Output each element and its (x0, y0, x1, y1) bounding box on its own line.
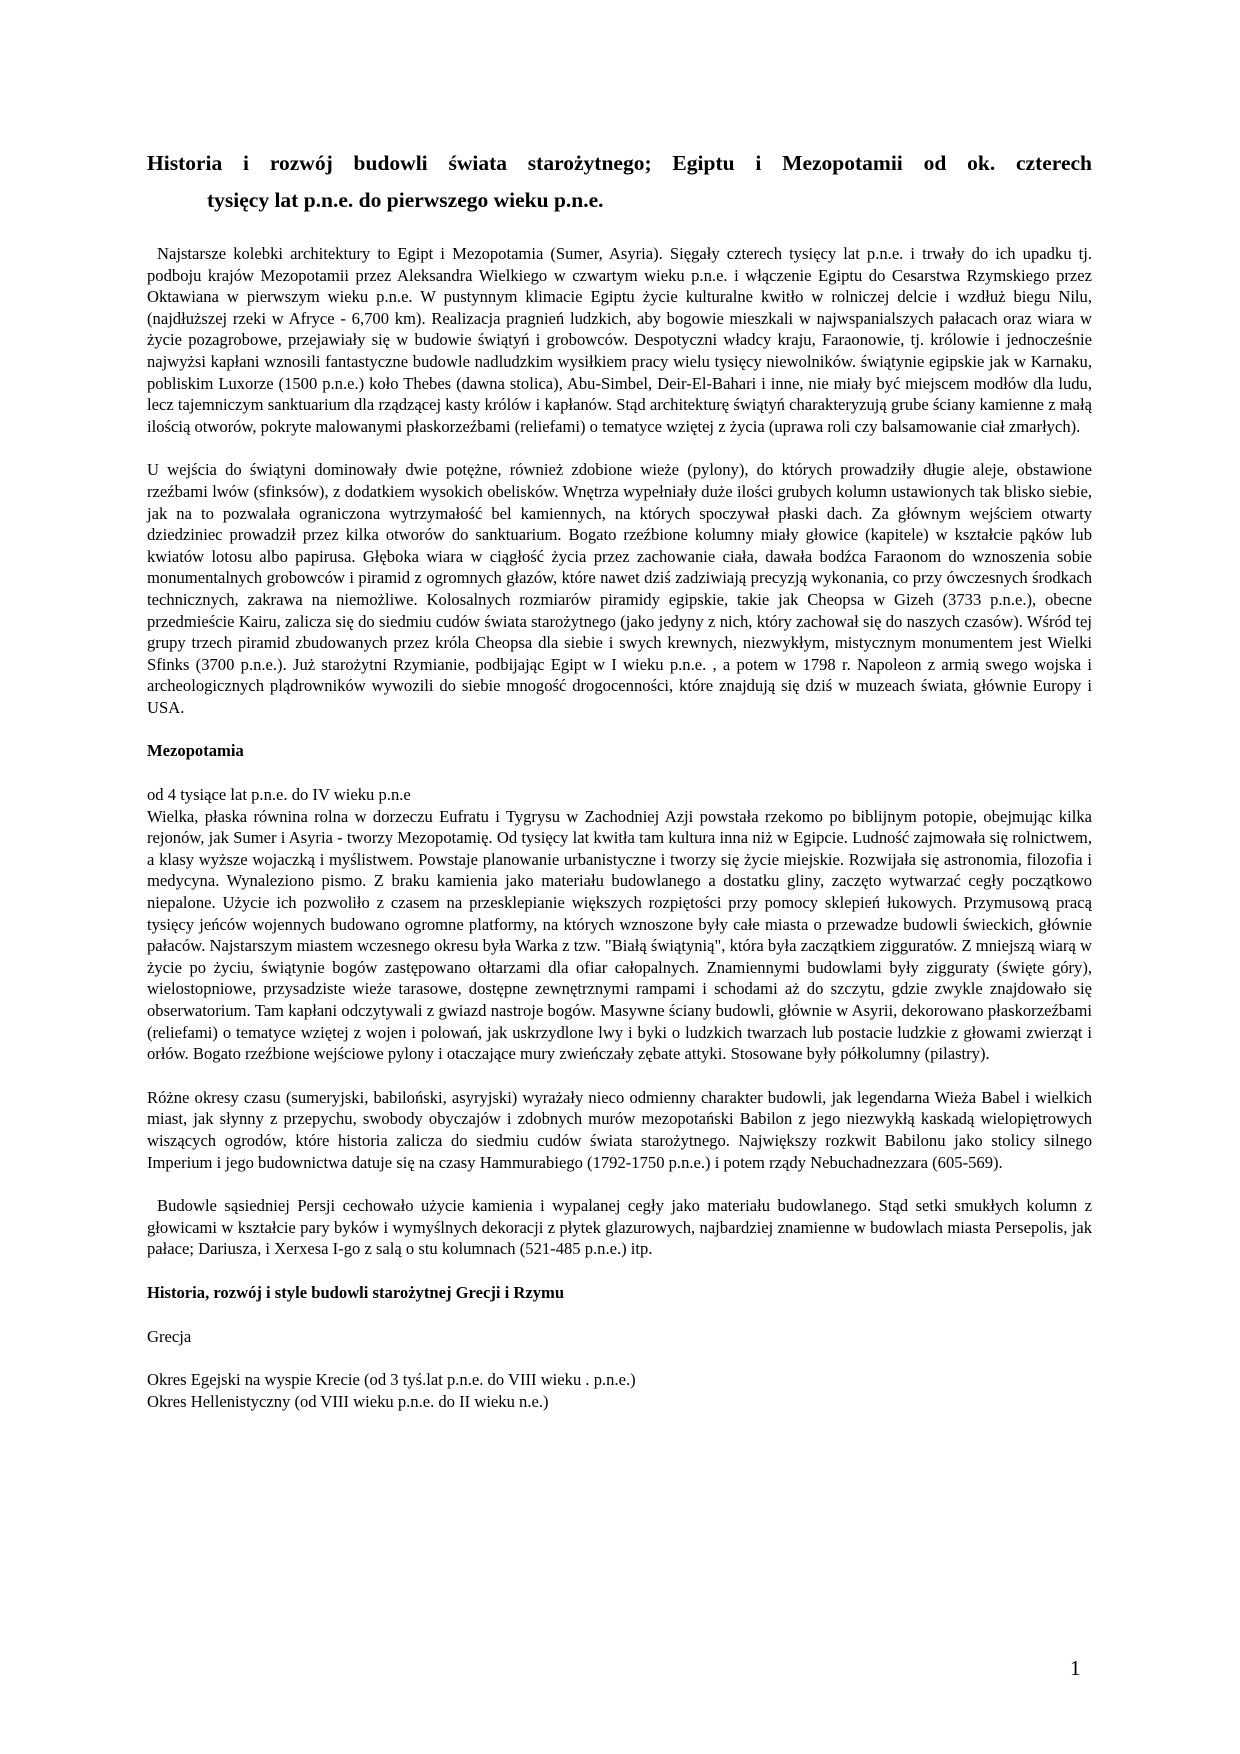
page-number: 1 (1070, 1656, 1081, 1680)
period-mezopotamia: od 4 tysiące lat p.n.e. do IV wieku p.n.e (147, 785, 411, 805)
period-hellenistyczny: Okres Hellenistyczny (od VIII wieku p.n.e. do II wieku n.e.) (147, 1391, 549, 1411)
page-content (147, 145, 1092, 1412)
paragraph-babilon: Różne okresy czasu (sumeryjski, babiloński, asyryjski) wyrażały nieco odmienny charakter budowli, jak legendarna Wieża Babel i wielkich miast, jak słynny z przepychu, swobody obyczajów i zdobnych murów mezopotański Babilon z jego niezwykłą kaskadą wielopiętrowych wiszących ogrodów, które historia zalicza do siedmiu cudów świata starożytnego. Największy rozkwit Babilonu jako stolicy silnego Imperium i jego budownictwa datuje się na czasy Hammurabiego (1792-1750 p.n.e.) i potem rządy Nebuchadnezzara (605-569). (147, 1087, 1092, 1172)
section-heading-mezopotamia: Mezopotamia (147, 741, 244, 761)
title-line-1: Historia i rozwój budowli świata starożytnego; Egiptu i Mezopotamii od ok. czterech (147, 151, 1092, 175)
period-list (147, 1369, 1092, 1412)
subsection-label-grecja: Grecja (147, 1326, 192, 1346)
paragraph-egypt-temples: U wejścia do świątyni dominowały dwie potężne, również zdobione wieże (pylony), do których prowadziły długie aleje, obstawione rzeźbami lwów (sfinksów), z dodatkiem wysokich obelisków. Wnętrza wypełniały duże ilości grubych kolumn ustawionych tak blisko siebie, jak na to pozwalała ograniczona wytrzymałość bel kamiennych, na których spoczywał płaski dach. Za głównym wejściem otwarty dziedziniec prowadził przez kilka otworów do sanktuarium. Bogato rzeźbione kolumny miały głowice (kapitele) w kształcie pąków lub kwiatów lotosu albo papirusa. Głęboka wiara w ciągłość życia przez zachowanie ciała, dawała bodźca Faraonom do wznoszenia sobie monumentalnych grobowców i piramid z ogromnych głazów, które nawet dziś zadziwiają precyzją wykonania, co przy ówczesnych środkach technicznych, zakrawa na niemożliwe. Kolosalnych rozmiarów piramidy egipskie, takie jak Cheopsa w Gizeh (3733 p.n.e.), obecne przedmieście Kairu, zalicza się do siedmiu cudów świata starożytnego (jako jedyny z nich, który zachował się do naszych czasów). Wśród tej grupy trzech piramid zbudowanych przez króla Cheopsa dla siebie i swych krewnych, niezwykłym, mistycznym monumentem jest Wielki Sfinks (3700 p.n.e.). Już starożytni Rzymianie, podbijając Egipt w I wieku p.n.e. , a potem w 1798 r. Napoleon z armią swego wojska i archeologicznych plądrowników wywozili do siebie mnogość drogocenności, które znajdują się dziś w muzeach świata, głównie Europy i USA. (147, 460, 1092, 717)
paragraph-mezopotamia: Wielka, płaska równina rolna w dorzeczu Eufratu i Tygrysu w Zachodniej Azji powstała rzekomo po biblijnym potopie, obejmując kilka rejonów, jak Sumer i Asyria - tworzy Mezopotamię. Od tysięcy lat kwitła tam kultura inna niż w Egipcie. Ludność zajmowała się rolnictwem, a klasy wyższe wojaczką i myślistwem. Powstaje planowanie urbanistyczne i tworzy się życie miejskie. Rozwijała się astronomia, filozofia i medycyna. Wynaleziono pismo. Z braku kamienia jako materiału budowlanego a dostatku gliny, zaczęto wytwarzać cegły początkowo niepalone. Użycie ich pozwoliło z czasem na przesklepianie większych rozpiętości przy pomocy sklepień łukowych. Przymusową pracą tysięcy jeńców wojennych budowano ogromne platformy, na których wznoszone były całe miasta o przewadze budowli świeckich, głównie pałaców. Najstarszym miastem wczesnego okresu była Warka z tzw. "Białą świątynią", która była zaczątkiem zigguratów. Z mniejszą wiarą w życie po życiu, świątynie bogów zastępowano ołtarzami dla ofiar całopalnych. Znamiennymi budowlami były zigguraty (święte góry), wielostopniowe, przysadziste wieże tarasowe, dostępne zewnętrznymi rampami i schodami aż do szczytu, gdzie zwykle znajdowało się obserwatorium. Tam kapłani odczytywali z gwiazd nastroje bogów. Masywne ściany budowli, głównie w Asyrii, dekorowano płaskorzeźbami (reliefami) o tematyce wziętej z wojen i polowań, jak uskrzydlone lwy i byki o ludzkich twarzach lub postacie ludzkie z głowami zwierząt i orłów. Bogato rzeźbione wejściowe pylony i otaczające mury zwieńczały zębate attyki. Stosowane były półkolumny (pilastry). (147, 806, 1092, 1064)
title-line-2: tysięcy lat p.n.e. do pierwszego wieku p.n.e. (207, 188, 604, 212)
period-egejski: Okres Egejski na wyspie Krecie (od 3 tyś.lat p.n.e. do VIII wieku . p.n.e.) (147, 1370, 636, 1390)
section-heading-grecja-rzym: Historia, rozwój i style budowli starożytnej Grecji i Rzymu (147, 1282, 565, 1302)
paragraph-persja: Budowle sąsiedniej Persji cechowało użycie kamienia i wypalanej cegły jako materiału budowlanego. Stąd setki smukłych kolumn z głowicami w kształcie pary byków i wymyślnych dekoracji z płytek glazurowych, najbardziej znamienne w budowlach miasta Persepolis, jak pałace; Dariusza, i Xerxesa I-go z salą o stu kolumnach (521-485 p.n.e.) itp. (147, 1196, 1092, 1259)
document-title (147, 145, 1092, 219)
paragraph-intro: Najstarsze kolebki architektury to Egipt i Mezopotamia (Sumer, Asyria). Sięgały czterech tysięcy lat p.n.e. i trwały do ich upadku tj. podboju krajów Mezopotamii przez Aleksandra Wielkiego w czwartym wieku p.n.e. i włączenie Egiptu do Cesarstwa Rzymskiego przez Oktawiana w pierwszym wieku p.n.e. W pustynnym klimacie Egiptu życie kulturalne kwitło w rolniczej delcie i wzdłuż biegu Nilu, (najdłuższej rzeki w Afryce - 6,700 km). Realizacja pragnień ludzkich, aby bogowie mieszkali w najwspanialszych pałacach oraz wiara w życie pozagrobowe, przejawiały się w budowie świątyń i grobowców. Despotyczni władcy kraju, Faraonowie, tj. królowie i jednocześnie najwyżsi kapłani wznosili fantastyczne budowle nadludzkim wysiłkiem pracy wielu tysięcy niewolników. świątynie egipskie jak w Karnaku, pobliskim Luxorze (1500 p.n.e.) koło Thebes (dawna stolica), Abu-Simbel, Deir-El-Bahari i inne, nie miały być miejscem modłów dla ludu, lecz tajemniczym sanktuarium dla rządzącej kasty królów i kapłanów. Stąd architekturę świątyń charakteryzują grube ściany kamienne z małą ilością otworów, pokryte malowanymi płaskorzeźbami (reliefami) o tematyce wziętej z życia (uprawa roli czy balsamowanie ciał zmarłych). (147, 244, 1092, 436)
